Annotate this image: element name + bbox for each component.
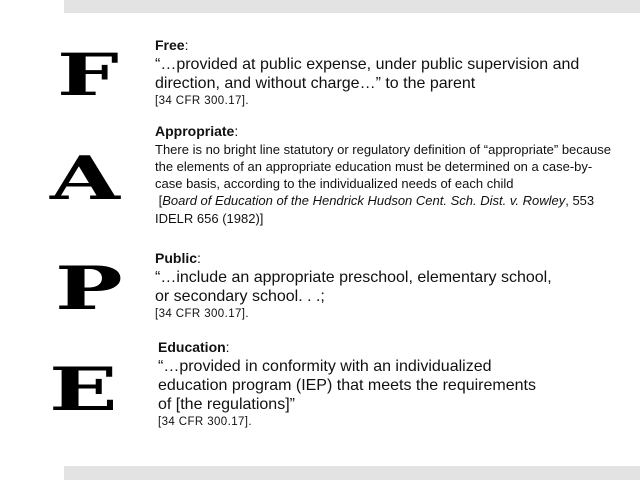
section-appropriate-title: Appropriate [155,123,235,139]
acronym-letter-a: A [50,144,120,214]
section-free-heading [155,36,615,55]
section-education [158,338,618,430]
section-education-text: “…provided in conformity with an individualized education program (IEP) that meets the requirements of [the regulations]” [158,358,536,413]
bottom-decorative-bar [64,466,640,480]
section-public-title: Public [155,250,198,266]
section-education-citation: [34 CFR 300.17]. [158,416,252,428]
section-appropriate [155,122,615,228]
section-public [155,249,615,322]
heading-colon: : [197,250,201,266]
section-public-citation: [34 CFR 300.17]. [155,308,249,320]
heading-colon: : [234,123,239,139]
section-free-title: Free [155,37,185,53]
section-free [155,36,615,109]
case-open-bracket: [ [158,193,163,208]
section-free-text: “…provided at public expense, under public supervision and direction, and without charge…” to the parent [155,56,580,92]
case-name: Board of Education of the Hendrick Hudson Cent. Sch. Dist. v. Rowley [162,193,566,208]
section-free-citation: [34 CFR 300.17]. [155,95,249,107]
section-public-text: “…include an appropriate preschool, elementary school, or secondary school. . .; [155,269,552,305]
section-education-title: Education [158,339,226,355]
section-appropriate-text: There is no bright line statutory or regulatory definition of “appropriate” because the elements of an appropriate education must be determined on a case-by-case basis, according to the individualized needs of each child [155,142,611,191]
section-public-heading [155,249,615,268]
section-education-heading [158,338,618,357]
heading-colon: : [184,37,189,53]
section-appropriate-case-citation [155,192,615,228]
case-reference: , 553 IDELR 656 (1982)] [155,193,595,226]
top-decorative-bar [64,0,640,13]
acronym-letter-f: F [57,41,119,109]
acronym-letter-e: E [49,355,118,425]
heading-colon: : [225,339,230,355]
acronym-letter-p: P [55,254,123,324]
section-appropriate-heading [155,122,615,141]
